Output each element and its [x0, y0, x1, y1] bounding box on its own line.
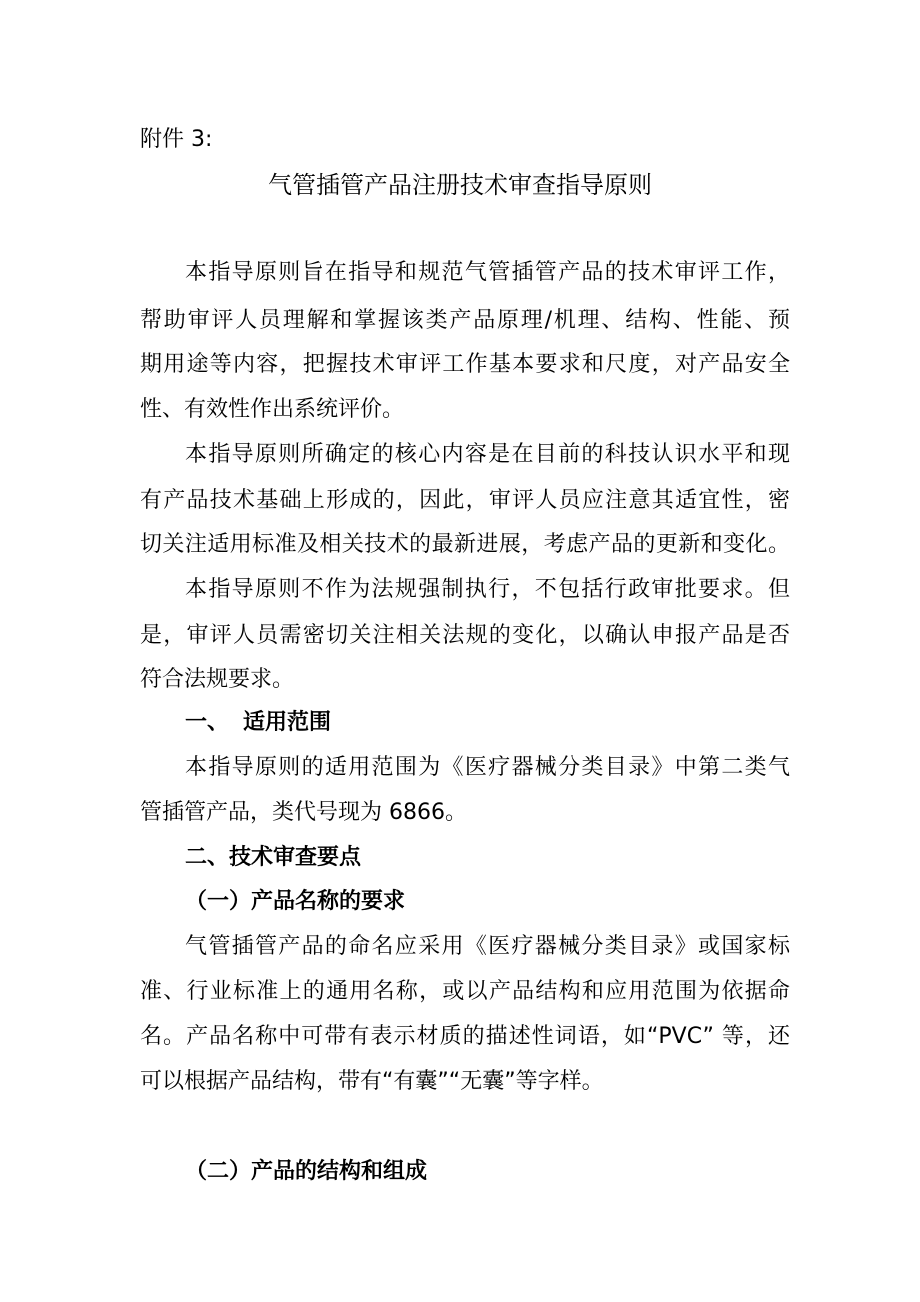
subsection-1-body-line-1: 气管插管产品的命名应采用《医疗器械分类目录》或国家标 [185, 934, 790, 959]
subsection-1-body-line-2: 准、行业标准上的通用名称，或以产品结构和应用范围为依据命 [140, 979, 790, 1004]
intro-p3-line-2: 是，审评人员需密切关注相关法规的变化，以确认申报产品是否 [140, 623, 790, 648]
section-1-title: 适用范围 [243, 710, 332, 735]
intro-p2-line-1: 本指导原则所确定的核心内容是在目前的科技认识水平和现 [185, 442, 790, 467]
attachment-label: 附件 3: [140, 127, 213, 152]
intro-p2-line-3: 切关注适用标准及相关技术的最新进展，考虑产品的更新和变化。 [140, 532, 790, 557]
intro-p1-line-1: 本指导原则旨在指导和规范气管插管产品的技术审评工作， [185, 260, 790, 285]
intro-p3-line-1: 本指导原则不作为法规强制执行，不包括行政审批要求。但 [185, 577, 790, 602]
subsection-2-heading: （二）产品的结构和组成 [185, 1159, 428, 1184]
section-1-number: 一、 [185, 710, 230, 735]
section-1-body-line-1: 本指导原则的适用范围为《医疗器械分类目录》中第二类气 [185, 755, 790, 780]
section-1-body-line-2: 管插管产品，类代号现为 6866。 [140, 800, 467, 825]
section-1-heading [185, 708, 790, 738]
subsection-1-heading: （一）产品名称的要求 [185, 889, 406, 914]
intro-p1-line-4: 性、有效性作出系统评价。 [140, 397, 405, 422]
intro-p1-line-3: 期用途等内容，把握技术审评工作基本要求和尺度，对产品安全 [140, 352, 790, 377]
subsection-1-body-line-4: 可以根据产品结构，带有“有囊”“无囊”等字样。 [140, 1069, 604, 1094]
document-title: 气管插管产品注册技术审查指导原则 [268, 171, 652, 199]
intro-p1-line-2: 帮助审评人员理解和掌握该类产品原理/机理、结构、性能、预 [140, 308, 790, 333]
section-2-heading: 二、技术审查要点 [185, 845, 362, 870]
subsection-1-body-line-3: 名。产品名称中可带有表示材质的描述性词语，如“PVC” 等，还 [140, 1024, 790, 1049]
intro-p2-line-2: 有产品技术基础上形成的，因此，审评人员应注意其适宜性，密 [140, 488, 790, 513]
intro-p3-line-3: 符合法规要求。 [140, 667, 295, 692]
